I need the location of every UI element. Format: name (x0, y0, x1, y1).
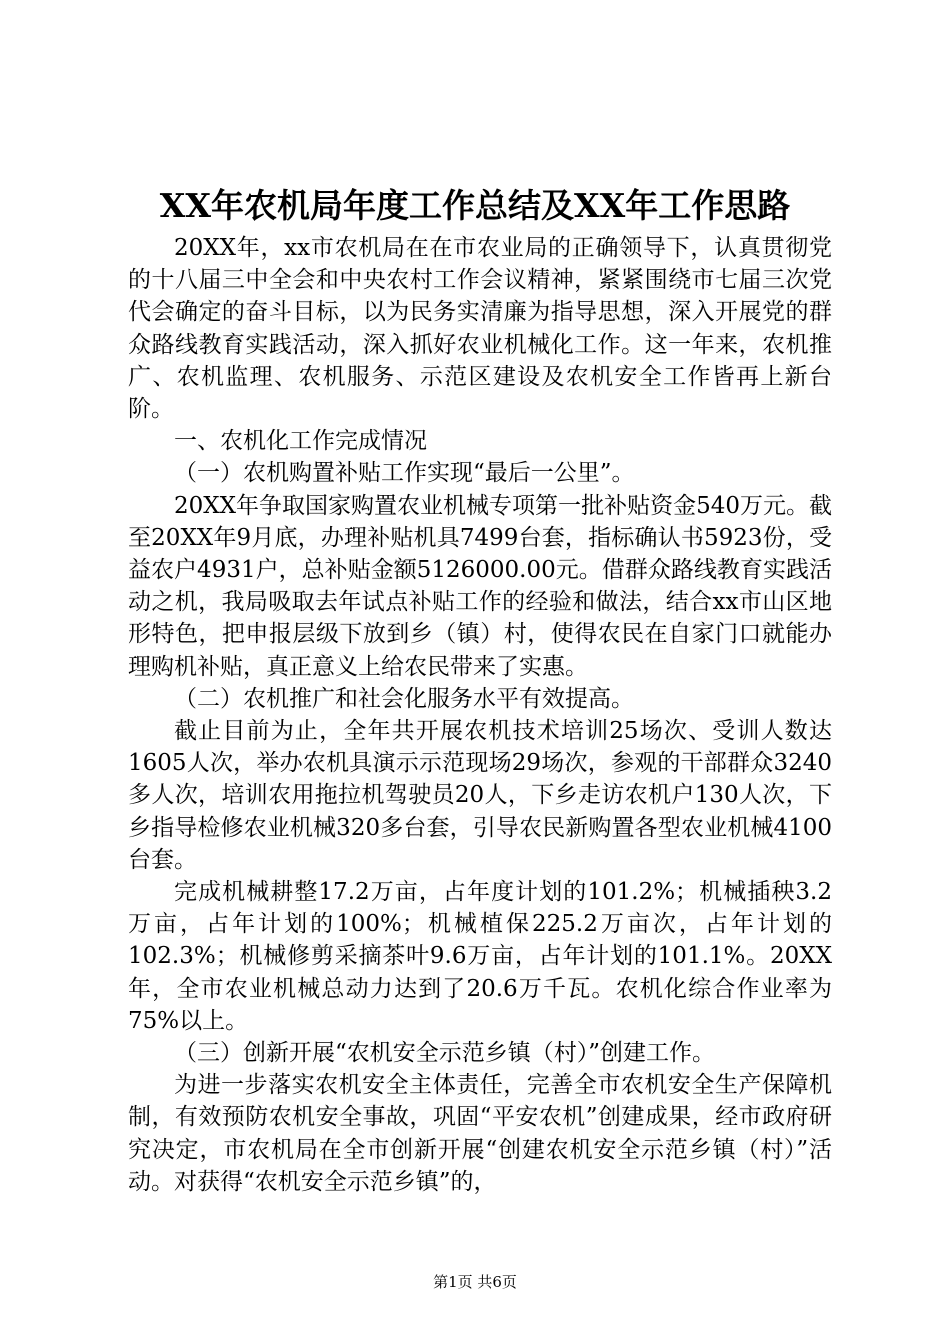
subsection-heading-2: （二）农机推广和社会化服务水平有效提高。 (174, 685, 634, 712)
paragraph-mechanization: 完成机械耕整17.2万亩，占年度计划的101.2%；机械插秧3.2万亩，占年计划的100%；机械植保225.2万亩次，占年计划的102.3%；机械修剪采摘茶叶9.6万亩，占年计划的101.1%。20XX年，全市农业机械总动力达到了20.6万千瓦。农机化综合作业率为75%以上。 (128, 879, 832, 1034)
document-title: XX年农机局年度工作总结及XX年工作思路 (159, 186, 791, 225)
section-heading-1: 一、农机化工作完成情况 (174, 428, 427, 455)
page-footer: 第1页 共6页 (433, 1273, 517, 1291)
paragraph-training: 截止目前为止，全年共开展农机技术培训25场次、受训人数达1605人次，举办农机具演示示范现场29场次，参观的干部群众3240多人次，培训农用拖拉机驾驶员20人，下乡走访农机户130人次，下乡指导检修农业机械320多台套，引导农民新购置各型农业机械4100台套。 (128, 718, 832, 873)
paragraph-safety: 为进一步落实农机安全主体责任，完善全市农机安全生产保障机制，有效预防农机安全事故，巩固“平安农机”创建成果，经市政府研究决定，市农机局在全市创新开展“创建农机安全示范乡镇（村）”活动。对获得“农机安全示范乡镇”的， (128, 1072, 832, 1195)
subsection-heading-3: （三）创新开展“农机安全示范乡镇（村）”创建工作。 (174, 1040, 716, 1067)
paragraph-subsidy: 20XX年争取国家购置农业机械专项第一批补贴资金540万元。截至20XX年9月底，办理补贴机具7499台套，指标确认书5923份，受益农户4931户，总补贴金额5126000.00元。借群众路线教育实践活动之机，我局吸取去年试点补贴工作的经验和做法，结合xx市山区地形特色，把申报层级下放到乡（镇）村，使得农民在自家门口就能办理购机补贴，真正意义上给农民带来了实惠。 (128, 492, 832, 680)
subsection-heading-1: （一）农机购置补贴工作实现“最后一公里”。 (174, 460, 635, 487)
paragraph-intro: 20XX年，xx市农机局在在市农业局的正确领导下，认真贯彻党的十八届三中全会和中央农村工作会议精神，紧紧围绕市七届三次党代会确定的奋斗目标，以为民务实清廉为指导思想，深入开展党的群众路线教育实践活动，深入抓好农业机械化工作。这一年来，农机推广、农机监理、农机服务、示范区建设及农机安全工作皆再上新台阶。 (128, 235, 832, 423)
document-body (128, 232, 832, 1198)
